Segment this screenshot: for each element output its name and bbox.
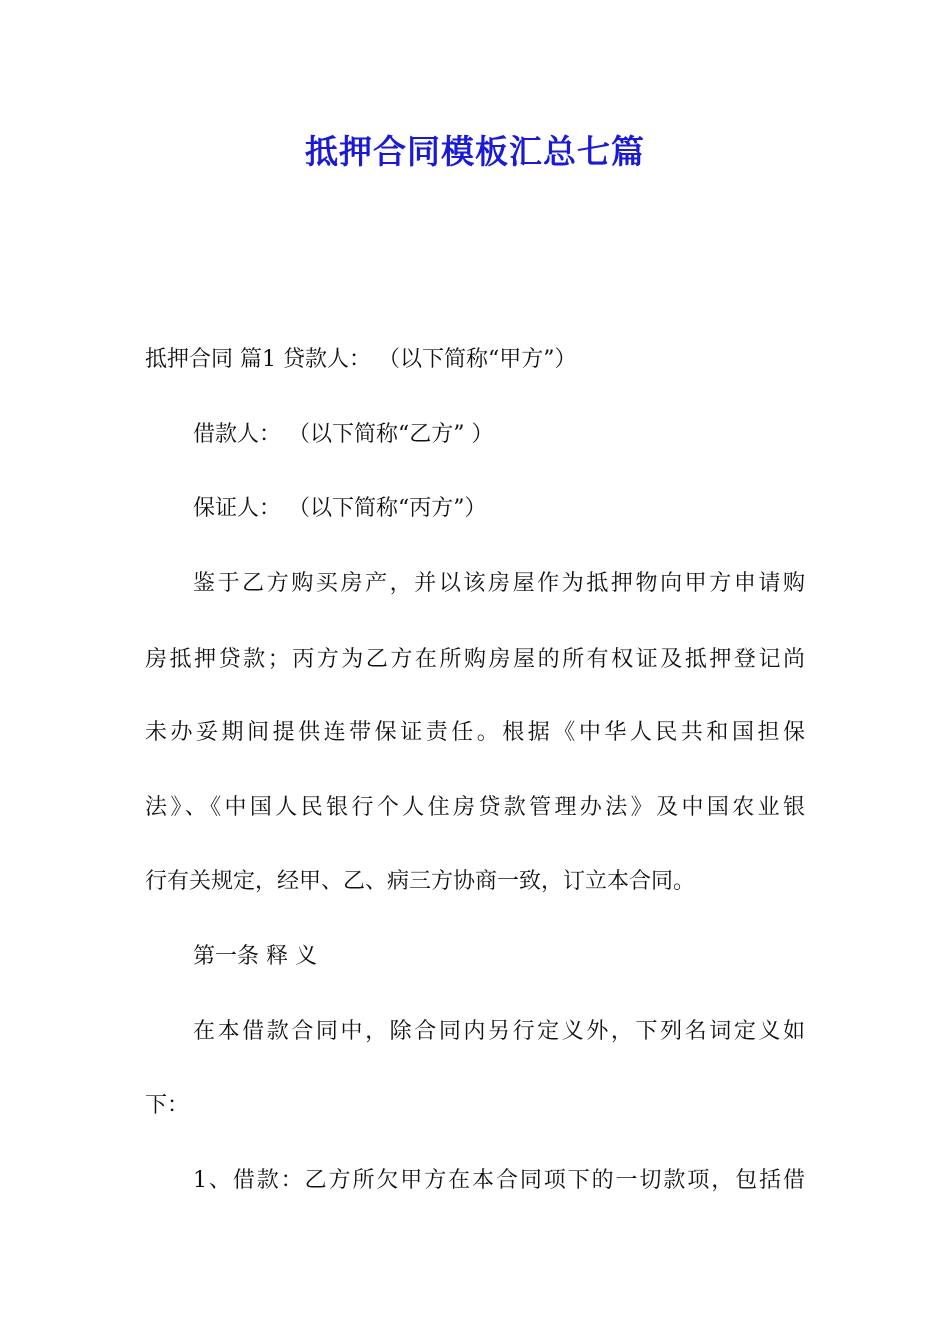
paragraph-line: 法》、《中国人民银行个人住房贷款管理办法》及中国农业银 [145,795,805,820]
paragraph-line: 鉴于乙方购买房产，并以该房屋作为抵押物向甲方申请购 [193,571,805,596]
text-line-party-borrower: 借款人： （以下简称“乙方” ） [193,422,494,447]
paragraph-line: 行有关规定，经甲、乙、病三方协商一致，订立本合同。 [145,869,696,894]
paragraph-line: 在本借款合同中，除合同内另行定义外，下列名词定义如 [193,1019,805,1044]
paragraph-line: 下： [145,1093,190,1118]
text-line-party-guarantor: 保证人： （以下简称“丙方”） [193,496,487,521]
paragraph-line: 未办妥期间提供连带保证责任。根据《中华人民共和国担保 [145,720,805,745]
document-title: 抵押合同模板汇总七篇 [305,132,645,171]
paragraph-line: 房抵押贷款；丙方为乙方在所购房屋的所有权证及抵押登记尚 [145,647,805,672]
text-line-party-lender: 抵押合同 篇1 贷款人： （以下简称“甲方”） [145,347,577,372]
section-heading: 第一条 释 义 [193,944,317,969]
paragraph-line: 1、借款：乙方所欠甲方在本合同项下的一切款项，包括借 [193,1168,805,1193]
